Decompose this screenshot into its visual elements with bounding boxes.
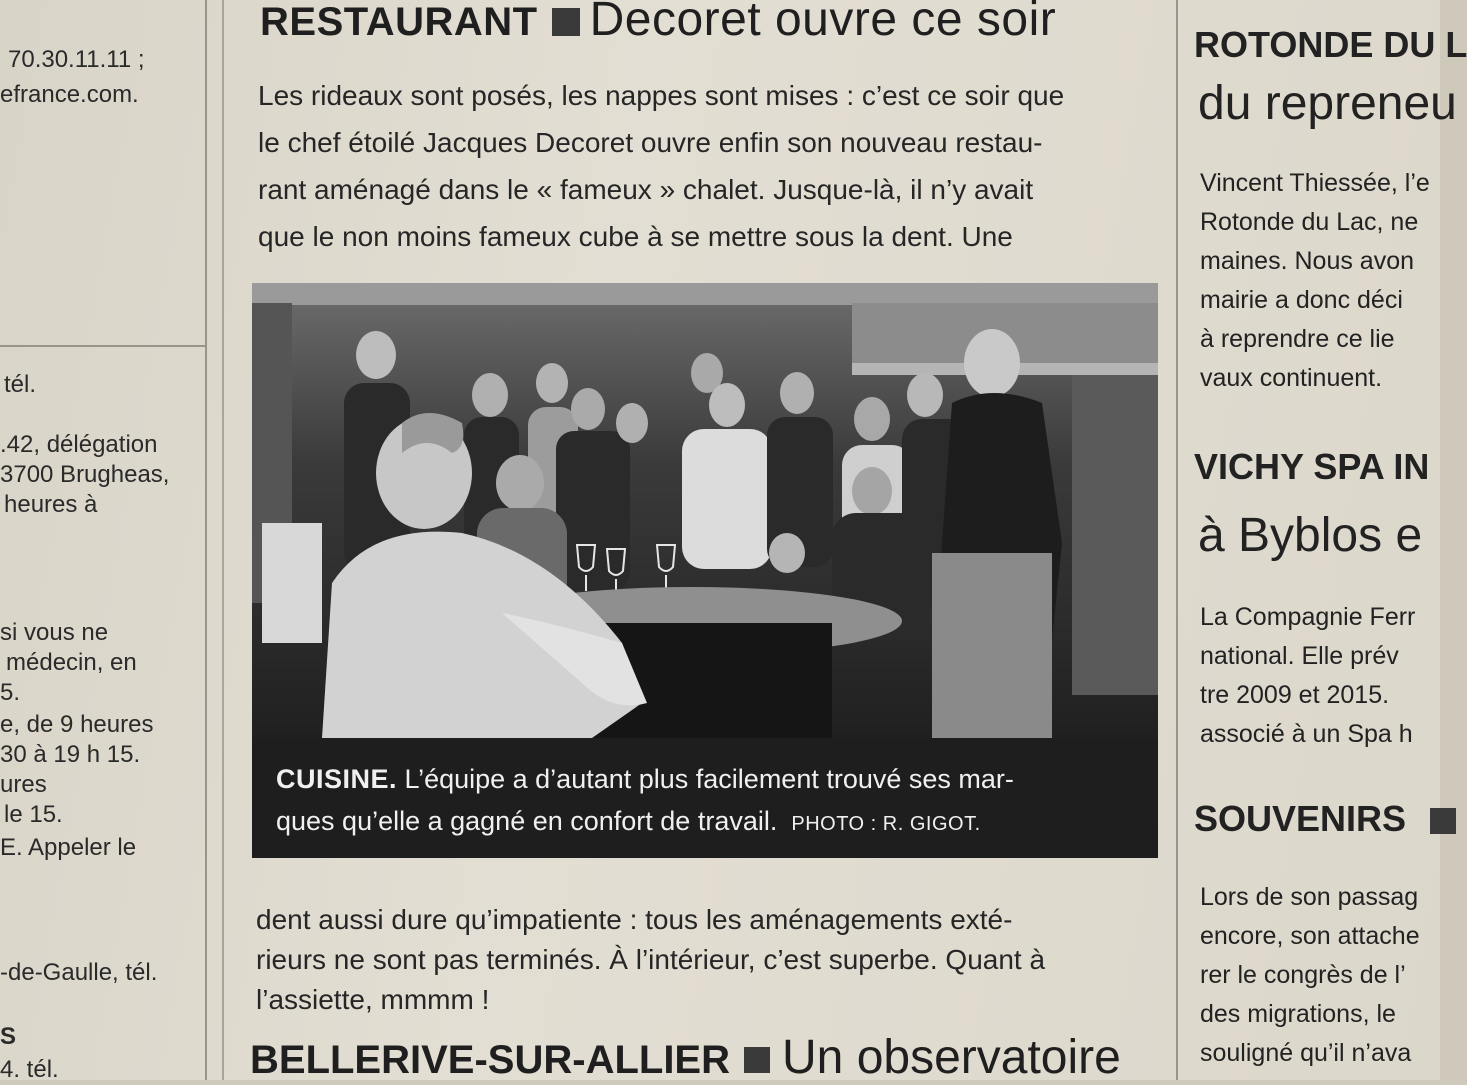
left-line: S xyxy=(0,1023,17,1050)
right-line: mairie a donc déci xyxy=(1200,286,1403,314)
left-line: si vous ne xyxy=(0,619,109,646)
article-line: rant aménagé dans le « fameux » chalet. Jusque-là, il n’y avait xyxy=(258,174,1034,205)
right-line: national. Elle prév xyxy=(1200,642,1399,670)
main-article xyxy=(250,0,1160,1084)
right-kicker-2: VICHY SPA IN xyxy=(1194,446,1430,487)
column-rule-right xyxy=(1176,0,1178,1080)
article-kicker: RESTAURANT xyxy=(260,0,538,44)
article-line: que le non moins fameux cube à se mettre sous la dent. Une xyxy=(258,221,1013,252)
right-line: encore, son attache xyxy=(1200,922,1420,950)
left-line: 70.30.11.11 ; xyxy=(8,46,145,73)
left-line: tél. xyxy=(4,371,37,398)
article-intro xyxy=(258,72,1158,260)
photo-caption xyxy=(252,738,1158,858)
right-kicker-1: ROTONDE DU L xyxy=(1194,24,1467,65)
left-line: -de-Gaulle, tél. xyxy=(0,959,158,986)
square-bullet-icon xyxy=(744,1047,770,1073)
article-headline: Decoret ouvre ce soir xyxy=(589,0,1057,46)
right-line: associé à un Spa h xyxy=(1200,720,1413,748)
right-line: La Compagnie Ferr xyxy=(1200,603,1416,631)
right-article-1-text xyxy=(1200,164,1430,398)
article-line: Les rideaux sont posés, les nappes sont mises : c’est ce soir que xyxy=(258,80,1065,111)
right-article-3-text xyxy=(1200,878,1420,1073)
article-photo xyxy=(252,283,1158,858)
right-line: vaux continuent. xyxy=(1200,364,1383,392)
right-kicker-3-text: SOUVENIRS xyxy=(1194,798,1407,839)
right-headline-2: à Byblos e xyxy=(1198,509,1423,562)
right-line: rer le congrès de l’ xyxy=(1200,961,1406,989)
left-line: médecin, en xyxy=(6,649,137,676)
right-kicker-3 xyxy=(1194,798,1456,840)
left-line: .42, délégation xyxy=(0,431,158,458)
square-bullet-icon xyxy=(1430,808,1456,834)
left-line: efrance.com. xyxy=(0,81,139,108)
column-rule-left-inner xyxy=(222,0,224,1080)
right-headline-1: du repreneu xyxy=(1198,77,1457,130)
right-line: à reprendre ce lie xyxy=(1200,325,1395,353)
left-line: heures à xyxy=(4,491,98,518)
right-line: tre 2009 et 2015. xyxy=(1200,681,1390,709)
right-line: Vincent Thiessée, l’e xyxy=(1200,169,1430,197)
left-line: 4. tél. xyxy=(0,1056,59,1083)
right-line: des migrations, le xyxy=(1200,1000,1396,1028)
team-photo-image xyxy=(252,283,1158,738)
right-line: maines. Nous avon xyxy=(1200,247,1415,275)
right-line: Rotonde du Lac, ne xyxy=(1200,208,1419,236)
caption-label: CUISINE. xyxy=(276,764,398,794)
left-line: 3700 Brugheas, xyxy=(0,461,170,488)
column-rule-left xyxy=(205,0,207,1080)
right-line: Lors de son passag xyxy=(1200,883,1419,911)
square-bullet-icon xyxy=(552,8,580,36)
article-line: dent aussi dure qu’impatiente : tous les aménagements exté- xyxy=(256,904,1013,935)
left-line: e, de 9 heures xyxy=(0,711,154,738)
article-heading xyxy=(260,0,1056,47)
article-line: l’assiette, mmmm ! xyxy=(256,984,490,1015)
left-line: 30 à 19 h 15. xyxy=(0,741,141,768)
left-line: le 15. xyxy=(4,801,63,828)
left-line: 5. xyxy=(0,679,21,706)
article-outro xyxy=(256,900,1156,1020)
caption-text-2: ques qu’elle a gagné en confort de travail. xyxy=(276,806,778,836)
next-article-heading xyxy=(250,1030,1121,1085)
next-article-headline: Un observatoire xyxy=(782,1031,1121,1084)
next-article-kicker: BELLERIVE-SUR-ALLIER xyxy=(250,1038,730,1082)
caption-text-1: L’équipe a d’autant plus facilement trouvé ses mar- xyxy=(404,764,1014,794)
right-article-2-text xyxy=(1200,598,1415,754)
article-line: rieurs ne sont pas terminés. À l’intérieur, c’est superbe. Quant à xyxy=(256,944,1046,975)
right-line: souligné qu’il n’ava xyxy=(1200,1039,1412,1067)
right-column xyxy=(1190,0,1467,1080)
article-line: le chef étoilé Jacques Decoret ouvre enfin son nouveau restau- xyxy=(258,127,1043,158)
left-line: E. Appeler le xyxy=(0,834,137,861)
photo-credit: PHOTO : R. GIGOT. xyxy=(791,813,981,835)
left-column-text xyxy=(0,30,200,1083)
left-line: ures xyxy=(0,771,47,798)
